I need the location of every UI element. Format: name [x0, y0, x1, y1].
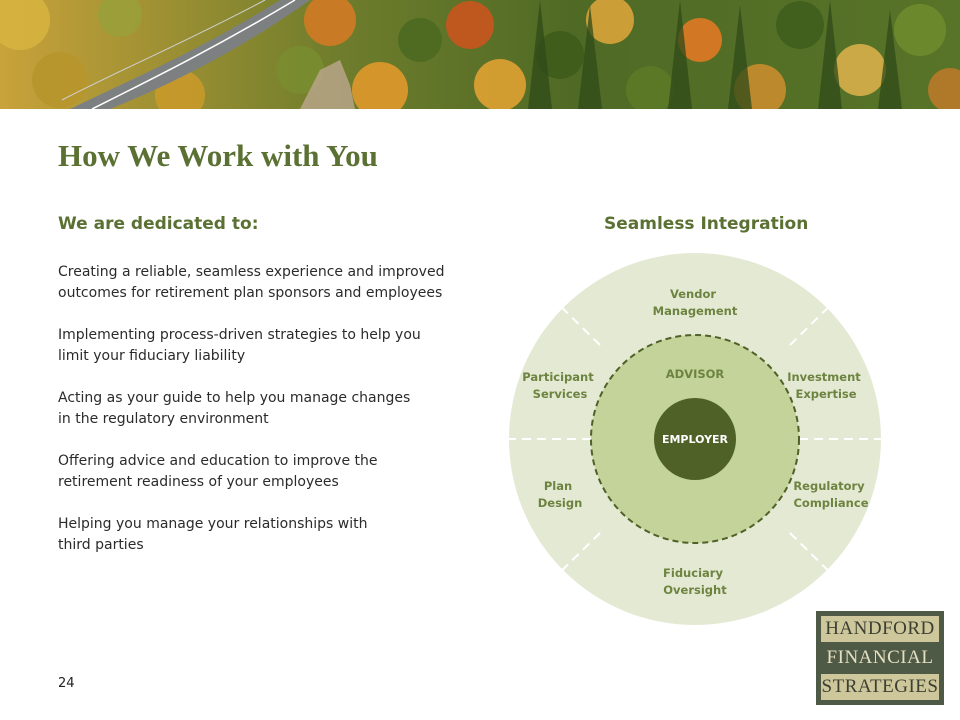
segment-line: Vendor	[669, 287, 717, 301]
diagram-heading: Seamless Integration	[604, 214, 809, 234]
dedication-list	[58, 262, 478, 577]
header-banner-photo	[0, 0, 960, 109]
page-title: How We Work with You	[58, 138, 378, 173]
list-item-text: Acting as your guide to help you manage changes in the regulatory environment	[58, 390, 411, 427]
segment-line: Plan	[543, 479, 573, 493]
autumn-forest-road-icon	[0, 0, 960, 109]
list-item-text: Offering advice and education to improve the retirement readiness of your employees	[58, 453, 378, 490]
list-item	[58, 325, 478, 367]
logo-line-1: HANDFORD	[821, 616, 939, 642]
segment-line: Regulatory	[793, 479, 865, 493]
list-item	[58, 514, 478, 556]
list-item	[58, 262, 478, 304]
list-item-text: Creating a reliable, seamless experience and improved outcomes for retirement plan sponsors and employees	[58, 264, 445, 301]
list-item-text: Helping you manage your relationships with third parties	[58, 516, 368, 553]
segment-line: Participant	[522, 370, 594, 384]
logo-line-3: STRATEGIES	[821, 674, 939, 700]
employer-label: EMPLOYER	[661, 433, 729, 446]
logo-line-2: FINANCIAL	[826, 647, 934, 668]
list-item	[58, 388, 478, 430]
segment-line: Fiduciary	[663, 566, 723, 580]
list-item	[58, 451, 478, 493]
handford-logo	[816, 611, 944, 705]
segment-line: Expertise	[795, 387, 857, 401]
segment-line: Management	[652, 304, 738, 318]
advisor-label: ADVISOR	[665, 367, 725, 381]
page-number: 24	[58, 676, 75, 691]
segment-line: Design	[537, 496, 583, 510]
segment-line: Services	[532, 387, 588, 401]
dedicated-heading: We are dedicated to:	[58, 214, 259, 234]
list-item-text: Implementing process-driven strategies to help you limit your fiduciary liability	[58, 327, 421, 364]
seamless-integration-diagram	[496, 250, 896, 628]
segment-line: Compliance	[793, 496, 869, 510]
segment-line: Oversight	[663, 583, 727, 597]
segment-line: Investment	[787, 370, 861, 384]
